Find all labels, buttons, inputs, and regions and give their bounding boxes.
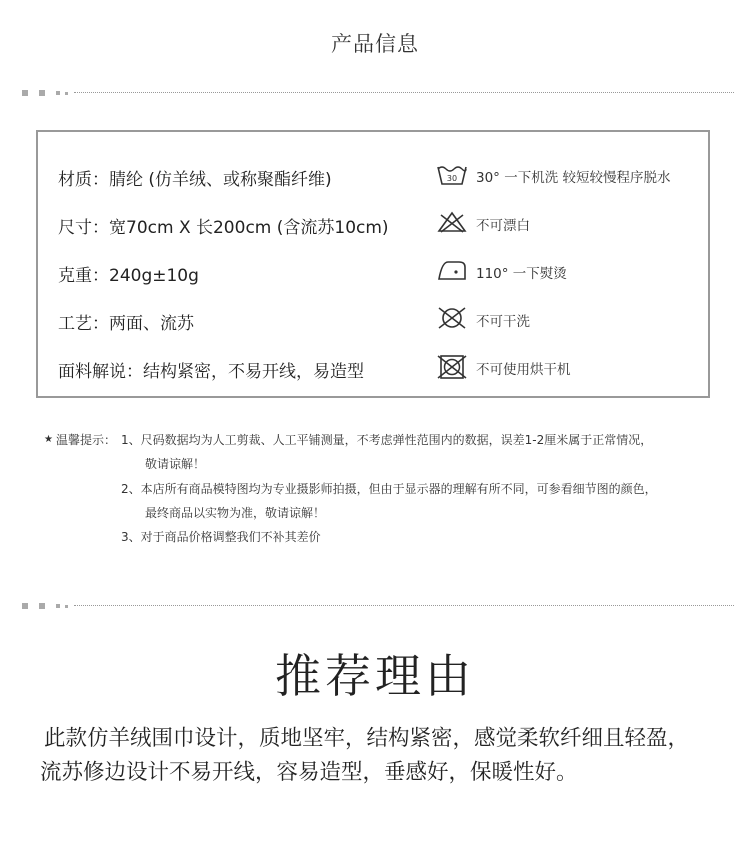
iron-110-icon <box>436 258 468 282</box>
section-title-reason: 推荐理由 <box>275 649 475 703</box>
tip-item-1-cont: 敬请谅解！ <box>145 457 206 471</box>
reason-text-line-2: 流苏修边设计不易开线，容易造型，垂感好，保暖性好。 <box>40 760 578 785</box>
wash-30-icon <box>436 162 468 186</box>
no-bleach-icon <box>436 210 468 234</box>
spec-fabric-note: 面料解说：结构紧密，不易开线，易造型 <box>58 362 364 382</box>
spec-size: 尺寸：宽70cm X 长200cm (含流苏10cm) <box>58 218 389 238</box>
tip-item-2: 2、本店所有商品模特图均为专业摄影师拍摄，但由于显示器的理解有所不同，可参看细节图的颜色， <box>121 482 657 496</box>
no-tumble-dry-icon <box>436 354 468 380</box>
tip-item-2-cont: 最终商品以实物为准，敬请谅解！ <box>145 506 326 520</box>
svg-text:30: 30 <box>446 174 458 183</box>
section-divider <box>22 90 734 98</box>
spec-craft: 工艺：两面、流苏 <box>58 314 194 334</box>
tip-item-1: 1、尺码数据均为人工剪裁、人工平铺测量，不考虑弹性范围内的数据，误差1-2厘米属于正常情况， <box>121 433 653 447</box>
reason-text-line-1: 此款仿羊绒围巾设计，质地坚牢，结构紧密，感觉柔软纤细且轻盈， <box>44 726 690 751</box>
product-info-box: 材质：腈纶 (仿羊绒、或称聚酯纤维) 尺寸：宽70cm X 长200cm (含流苏10cm) 克重：240g±10g 工艺：两面、流苏 面料解说：结构紧密，不易开线，易造型 30 30° 一下机洗 较短较慢程序脱水 不可漂白 110° 一下熨烫 不可干洗 不可使用烘干机 <box>36 130 710 398</box>
no-dryclean-icon <box>436 306 468 330</box>
star-icon: ★ <box>44 434 53 445</box>
spec-material: 材质：腈纶 (仿羊绒、或称聚酯纤维) <box>58 170 332 190</box>
section-divider <box>22 603 734 611</box>
tip-item-3: 3、对于商品价格调整我们不补其差价 <box>121 530 321 544</box>
spec-weight: 克重：240g±10g <box>58 266 199 286</box>
section-title-product-info: 产品信息 <box>331 32 419 56</box>
tips-label: 温馨提示： <box>56 433 117 447</box>
